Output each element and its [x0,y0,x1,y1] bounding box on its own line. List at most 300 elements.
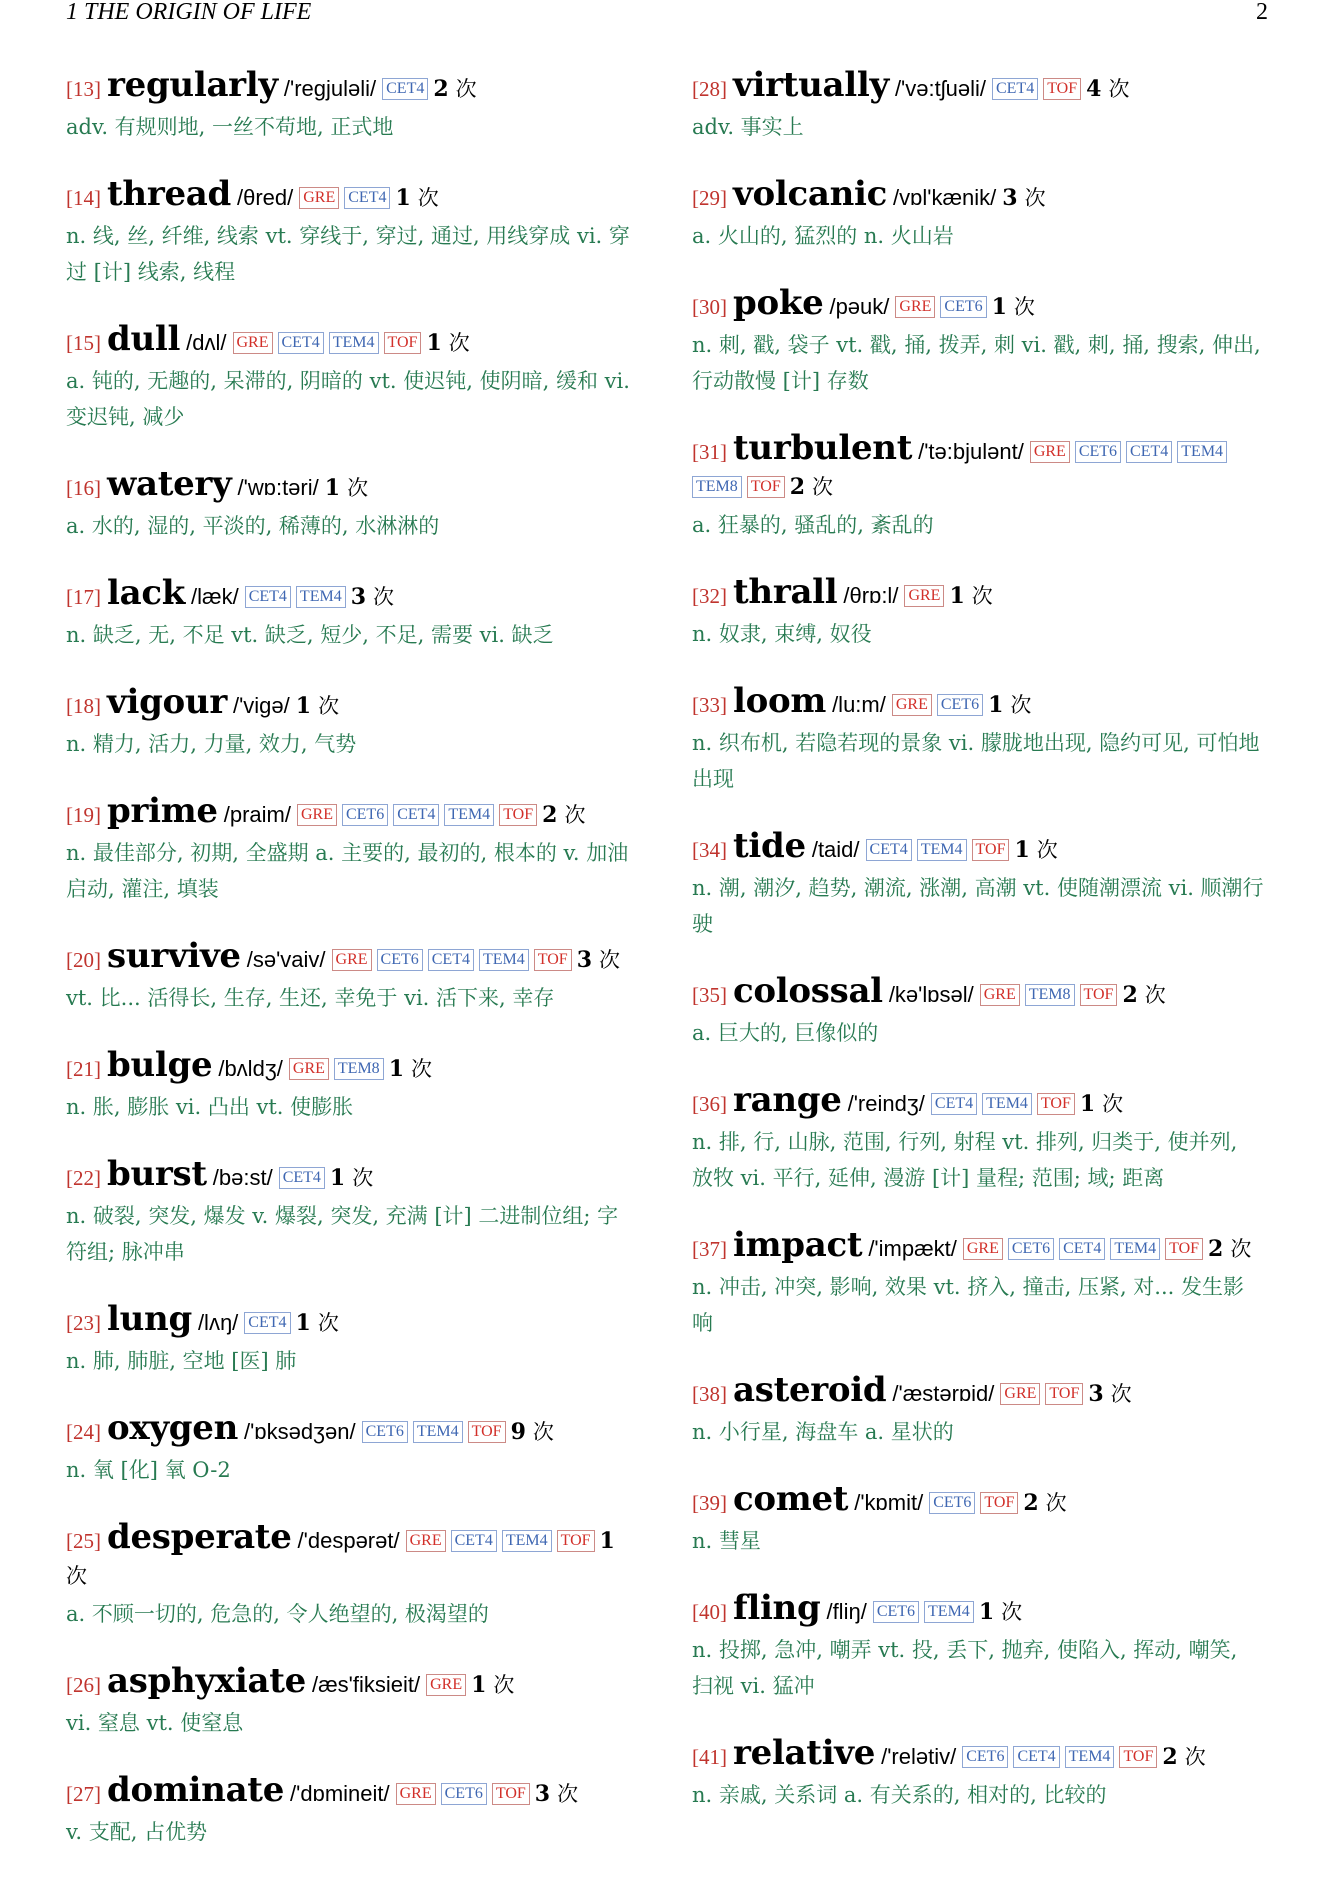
vocab-entry [66,1408,638,1488]
vocab-entry [66,1661,638,1741]
exam-tag: CET6 [937,694,983,716]
entry-word: volcanic [733,174,888,214]
exam-tag: TOF [1080,984,1118,1006]
entry-index: [13] [66,77,101,101]
frequency-count: 2 [542,802,558,828]
entry-phonetic: /'impækt/ [868,1236,957,1261]
entry-definition: n. 线, 丝, 纤维, 线索 vt. 穿线于, 穿过, 通过, 用线穿成 vi. 穿过 [计] 线索, 线程 [66,224,630,284]
exam-tag: TOF [1119,1746,1157,1768]
entry-definition: n. 胀, 膨胀 vi. 凸出 vt. 使膨胀 [66,1095,354,1119]
exam-tag: TOF [1037,1093,1075,1115]
entry-headline [66,464,638,506]
exam-tag: TOF [1165,1238,1203,1260]
vocab-entry [66,1770,638,1850]
vocab-entry [692,1588,1264,1704]
exam-tag: TEM4 [502,1530,552,1552]
frequency-count: 1 [295,1310,311,1336]
entry-index: [29] [692,186,727,210]
entry-headline [692,681,1264,723]
entry-headline [692,971,1264,1013]
entry-headline [692,1733,1264,1775]
exam-tag: CET4 [278,332,324,354]
entry-phonetic: /lʌŋ/ [197,1310,239,1335]
exam-tag: GRE [299,187,339,209]
vocab-entry [692,1733,1264,1813]
entry-index: [40] [692,1600,727,1624]
frequency-count: 4 [1086,76,1102,102]
chapter-title: 1 THE ORIGIN OF LIFE [66,0,312,25]
entry-word: bulge [107,1045,213,1085]
exam-tag: GRE [426,1674,466,1696]
frequency-count: 3 [576,947,592,973]
entry-word: oxygen [107,1408,239,1448]
entry-phonetic: /bə:st/ [212,1165,273,1190]
entry-headline [692,174,1264,216]
exam-tag: TEM4 [296,586,346,608]
vocab-entry [692,1225,1264,1341]
entry-phonetic: /lu:m/ [832,692,886,717]
entry-headline [692,1370,1264,1412]
entry-definition: n. 氧 [化] 氧 O-2 [66,1458,231,1482]
exam-tag: CET4 [931,1093,977,1115]
entry-phonetic: /'dɒmineit/ [290,1781,390,1806]
frequency-count: 1 [388,1056,404,1082]
entry-phonetic: /'vigə/ [232,693,290,718]
frequency-unit: 次 [1045,1491,1067,1515]
exam-tag: CET4 [245,586,291,608]
frequency-unit: 次 [448,331,470,355]
exam-tag: TEM8 [692,476,742,498]
entry-word: watery [107,464,232,504]
vocab-entry [66,791,638,907]
entry-headline [692,283,1264,325]
entry-headline [66,174,638,216]
frequency-unit: 次 [971,584,993,608]
frequency-count: 1 [991,294,1007,320]
frequency-count: 1 [329,1165,346,1191]
entry-index: [36] [692,1092,727,1116]
entry-definition: n. 奴隶, 束缚, 奴役 [692,622,872,646]
frequency-unit: 次 [1001,1600,1023,1624]
page-number: 2 [1256,0,1268,25]
entry-headline [66,936,638,978]
frequency-count: 1 [324,475,341,501]
entry-definition: a. 巨大的, 巨像似的 [692,1021,879,1045]
entry-phonetic: /'və:tʃuəli/ [894,76,986,101]
vocab-entry [692,971,1264,1051]
entry-phonetic: /'æstərɒid/ [892,1381,995,1406]
entry-definition: n. 缺乏, 无, 不足 vt. 缺乏, 短少, 不足, 需要 vi. 缺乏 [66,623,554,647]
exam-tag: CET4 [1013,1746,1059,1768]
entry-headline [692,1080,1264,1122]
exam-tag: CET4 [393,804,439,826]
entry-word: colossal [733,971,883,1011]
entry-headline [692,826,1264,868]
vocab-entry [692,65,1264,145]
entry-word: poke [733,283,824,323]
entry-word: vigour [107,682,227,722]
entry-index: [17] [66,585,101,609]
entry-phonetic: /læk/ [191,584,239,609]
entry-index: [32] [692,584,727,608]
frequency-unit: 次 [812,475,834,499]
frequency-unit: 次 [318,694,340,718]
frequency-unit: 次 [455,77,477,101]
frequency-count: 1 [471,1672,487,1698]
entry-phonetic: /vɒl'kænik/ [893,185,997,210]
exam-tag: CET4 [1059,1238,1105,1260]
exam-tag: TOF [534,949,572,971]
exam-tag: TOF [1043,78,1081,100]
entry-definition: n. 彗星 [692,1529,761,1553]
frequency-unit: 次 [564,803,586,827]
exam-tag: GRE [396,1783,436,1805]
entry-word: loom [733,681,827,721]
entry-word: virtually [733,65,889,105]
exam-tag: CET6 [441,1783,487,1805]
exam-tag: CET6 [342,804,388,826]
entry-definition: a. 火山的, 猛烈的 n. 火山岩 [692,224,954,248]
entry-phonetic: /'wɒ:təri/ [237,475,319,500]
exam-tag: GRE [1000,1383,1040,1405]
exam-tag: TOF [468,1421,506,1443]
frequency-count: 1 [1079,1091,1096,1117]
vocab-entry [66,1045,638,1125]
exam-tag: GRE [1030,441,1070,463]
entry-definition: vi. 窒息 vt. 使窒息 [66,1711,244,1735]
entry-index: [19] [66,803,101,827]
entry-definition: adv. 事实上 [692,115,804,139]
exam-tag: CET4 [244,1312,290,1334]
entry-word: survive [107,936,241,976]
entry-headline [66,1299,638,1341]
entry-definition: n. 刺, 戳, 袋子 vt. 戳, 捅, 拨弄, 刺 vi. 戳, 刺, 捅, 搜索, 伸出, 行动散慢 [计] 存数 [692,333,1261,393]
entry-word: comet [733,1479,849,1519]
exam-tag: TEM4 [1065,1746,1115,1768]
entry-headline [66,573,638,615]
entry-headline [66,1661,638,1703]
entry-phonetic: /pəuk/ [829,294,890,319]
entry-phonetic: /taid/ [811,837,860,862]
entry-index: [22] [66,1166,101,1190]
frequency-unit: 次 [532,1420,554,1444]
vocab-entry [692,572,1264,652]
entry-phonetic: /fliŋ/ [826,1599,867,1624]
entry-word: prime [107,791,218,831]
vocab-entry [66,1154,638,1270]
entry-word: asteroid [733,1370,887,1410]
entry-phonetic: /θrɒ:l/ [843,583,899,608]
exam-tag: TOF [499,804,537,826]
vocab-entry [66,682,638,762]
exam-tag: GRE [895,296,935,318]
entry-definition: a. 钝的, 无趣的, 呆滞的, 阴暗的 vt. 使迟钝, 使阴暗, 缓和 vi. 变迟钝, 减少 [66,369,630,429]
entry-word: tide [733,826,806,866]
exam-tag: CET4 [866,839,912,861]
frequency-unit: 次 [493,1673,515,1697]
entry-phonetic: /'relətiv/ [881,1744,957,1769]
entry-word: thread [107,174,231,214]
entry-phonetic: /'despərət/ [297,1528,400,1553]
entry-headline [692,1225,1264,1267]
vocab-entry [66,174,638,290]
entry-index: [41] [692,1745,727,1769]
frequency-unit: 次 [66,1564,87,1588]
exam-tag: CET6 [929,1492,975,1514]
frequency-count: 1 [988,692,1004,718]
exam-tag: CET4 [992,78,1038,100]
frequency-unit: 次 [1010,693,1032,717]
vocab-entry [66,1517,638,1632]
entry-headline [692,428,1264,505]
vocab-entry [692,1080,1264,1196]
frequency-count: 9 [510,1419,526,1445]
entry-phonetic: /bʌldʒ/ [218,1056,283,1081]
entry-index: [15] [66,331,101,355]
exam-tag: TOF [747,476,785,498]
entry-index: [16] [66,476,101,500]
exam-tag: TEM4 [329,332,379,354]
entry-definition: n. 排, 行, 山脉, 范围, 行列, 射程 vt. 排列, 归类于, 使并列, 放牧 vi. 平行, 延伸, 漫游 [计] 量程; 范围; 域; 距离 [692,1130,1238,1190]
exam-tag: GRE [332,949,372,971]
entry-headline [66,1154,638,1196]
frequency-unit: 次 [1144,983,1166,1007]
entry-definition: n. 亲戚, 关系词 a. 有关系的, 相对的, 比较的 [692,1783,1107,1807]
vocab-entry [692,826,1264,942]
frequency-unit: 次 [352,1166,374,1190]
entry-index: [24] [66,1420,101,1444]
exam-tag: TOF [384,332,422,354]
frequency-unit: 次 [373,585,395,609]
exam-tag: TOF [1045,1383,1083,1405]
entry-index: [31] [692,440,727,464]
exam-tag: TEM4 [444,804,494,826]
entry-word: thrall [733,572,838,612]
vocab-entry [66,464,638,544]
entry-headline [66,791,638,833]
frequency-count: 1 [949,583,965,609]
left-column [66,65,638,1882]
entry-phonetic: /'ɒksədʒən/ [244,1419,356,1444]
vocab-entry [692,1479,1264,1559]
entry-word: dull [107,319,181,359]
exam-tag: CET6 [962,1746,1008,1768]
entry-word: desperate [107,1517,292,1557]
entry-phonetic: /θred/ [236,185,294,210]
entry-definition: n. 冲击, 冲突, 影响, 效果 vt. 挤入, 撞击, 压紧, 对... 发生影响 [692,1275,1245,1335]
entry-phonetic: /sə'vaiv/ [246,947,326,972]
frequency-count: 2 [789,474,806,500]
entry-definition: n. 潮, 潮汐, 趋势, 潮流, 涨潮, 高潮 vt. 使随潮漂流 vi. 顺潮行驶 [692,876,1264,936]
exam-tag: CET4 [451,1530,497,1552]
entry-headline [66,1045,638,1087]
exam-tag: TEM4 [1177,441,1227,463]
vocab-entry [692,174,1264,254]
frequency-unit: 次 [347,476,369,500]
exam-tag: GRE [980,984,1020,1006]
entry-phonetic: /'kɒmit/ [854,1490,924,1515]
entry-headline [66,1770,638,1812]
entry-word: lack [107,573,186,613]
frequency-count: 1 [426,330,442,356]
entry-phonetic: /kə'lɒsəl/ [888,982,974,1007]
vocab-entry [692,428,1264,543]
frequency-count: 3 [534,1781,551,1807]
right-column [692,65,1264,1882]
entry-word: burst [107,1154,207,1194]
exam-tag: TEM8 [1025,984,1075,1006]
entry-phonetic: /'tə:bjulənt/ [918,439,1024,464]
vocab-entry [66,319,638,435]
vocab-entry [66,1299,638,1379]
exam-tag: GRE [963,1238,1003,1260]
entry-definition: n. 破裂, 突发, 爆发 v. 爆裂, 突发, 充满 [计] 二进制位组; 字符组; 脉冲串 [66,1204,619,1264]
entry-phonetic: /'reindʒ/ [847,1091,925,1116]
entry-index: [37] [692,1237,727,1261]
exam-tag: CET6 [940,296,986,318]
entry-headline [692,1588,1264,1630]
entry-definition: n. 投掷, 急冲, 嘲弄 vt. 投, 丢下, 抛弃, 使陷入, 挥动, 嘲笑, 扫视 vi. 猛冲 [692,1638,1238,1698]
vocab-entry [66,65,638,145]
entry-definition: a. 水的, 湿的, 平淡的, 稀薄的, 水淋淋的 [66,514,440,538]
entry-definition: v. 支配, 占优势 [66,1820,208,1844]
frequency-count: 2 [1208,1236,1224,1262]
frequency-count: 1 [978,1599,995,1625]
entry-word: fling [733,1588,821,1628]
frequency-unit: 次 [1024,186,1046,210]
exam-tag: TEM4 [924,1601,974,1623]
exam-tag: CET4 [344,187,390,209]
entry-definition: n. 织布机, 若隐若现的景象 vi. 朦胧地出现, 隐约可见, 可怕地出现 [692,731,1260,791]
frequency-unit: 次 [317,1311,339,1335]
entry-phonetic: /praim/ [223,802,291,827]
entry-definition: n. 肺, 肺脏, 空地 [医] 肺 [66,1349,297,1373]
exam-tag: CET6 [1008,1238,1054,1260]
entry-index: [35] [692,983,727,1007]
entry-definition: n. 精力, 活力, 力量, 效力, 气势 [66,732,357,756]
entry-headline [66,1517,638,1594]
frequency-unit: 次 [557,1782,579,1806]
entry-index: [33] [692,693,727,717]
exam-tag: GRE [892,694,932,716]
exam-tag: CET4 [1126,441,1172,463]
entry-word: dominate [107,1770,285,1810]
entry-word: relative [733,1733,876,1773]
exam-tag: TEM4 [413,1421,463,1443]
frequency-unit: 次 [1184,1745,1206,1769]
frequency-unit: 次 [1102,1092,1124,1116]
entry-headline [66,1408,638,1450]
vocab-entry [692,681,1264,797]
frequency-count: 3 [1088,1381,1104,1407]
entry-headline [66,319,638,361]
entry-index: [26] [66,1673,101,1697]
entry-phonetic: /dʌl/ [186,330,227,355]
exam-tag: GRE [406,1530,446,1552]
page-header [66,0,1268,30]
exam-tag: GRE [297,804,337,826]
entry-phonetic: /æs'fiksieit/ [311,1672,421,1697]
exam-tag: CET4 [279,1167,325,1189]
frequency-count: 2 [1122,982,1138,1008]
entry-headline [692,572,1264,614]
entry-index: [34] [692,838,727,862]
entry-definition: a. 狂暴的, 骚乱的, 紊乱的 [692,513,934,537]
exam-tag: CET4 [428,949,474,971]
frequency-count: 1 [599,1528,615,1554]
frequency-unit: 次 [599,948,620,972]
entry-word: lung [107,1299,192,1339]
exam-tag: TOF [980,1492,1018,1514]
entry-word: range [733,1080,842,1120]
entry-headline [692,65,1264,107]
exam-tag: TEM4 [1110,1238,1160,1260]
frequency-count: 2 [1023,1490,1039,1516]
frequency-count: 3 [1002,185,1018,211]
vocabulary-columns [66,65,1266,1882]
entry-index: [38] [692,1382,727,1406]
frequency-unit: 次 [1110,1382,1132,1406]
entry-definition: vt. 比... 活得长, 生存, 生还, 幸免于 vi. 活下来, 幸存 [66,986,555,1010]
entry-definition: adv. 有规则地, 一丝不苟地, 正式地 [66,115,394,139]
vocab-entry [692,1370,1264,1450]
exam-tag: CET6 [362,1421,408,1443]
vocab-entry [692,283,1264,399]
exam-tag: CET6 [377,949,423,971]
entry-index: [25] [66,1529,101,1553]
frequency-unit: 次 [411,1057,432,1081]
entry-phonetic: /'regjuləli/ [283,76,377,101]
entry-word: regularly [107,65,278,105]
exam-tag: TEM4 [982,1093,1032,1115]
exam-tag: CET6 [873,1601,919,1623]
entry-headline [692,1479,1264,1521]
frequency-count: 3 [350,584,367,610]
exam-tag: GRE [289,1058,329,1080]
frequency-count: 2 [433,76,449,102]
entry-definition: n. 最佳部分, 初期, 全盛期 a. 主要的, 最初的, 根本的 v. 加油启动, 灌注, 填装 [66,841,629,901]
entry-index: [27] [66,1782,101,1806]
exam-tag: GRE [233,332,273,354]
entry-index: [39] [692,1491,727,1515]
exam-tag: TEM4 [479,949,529,971]
frequency-unit: 次 [1108,77,1130,101]
entry-index: [21] [66,1057,101,1081]
exam-tag: TOF [557,1530,595,1552]
exam-tag: CET6 [1075,441,1121,463]
frequency-unit: 次 [417,186,439,210]
entry-definition: a. 不顾一切的, 危急的, 令人绝望的, 极渴望的 [66,1602,489,1626]
exam-tag: TOF [492,1783,530,1805]
entry-definition: n. 小行星, 海盘车 a. 星状的 [692,1420,954,1444]
entry-index: [14] [66,186,101,210]
entry-index: [18] [66,694,101,718]
entry-index: [20] [66,948,101,972]
frequency-unit: 次 [1036,838,1058,862]
frequency-unit: 次 [1013,295,1035,319]
frequency-count: 1 [1014,837,1030,863]
frequency-count: 2 [1162,1744,1178,1770]
exam-tag: GRE [904,585,944,607]
exam-tag: TOF [972,839,1010,861]
entry-headline [66,65,638,107]
entry-headline [66,682,638,724]
frequency-count: 1 [395,185,411,211]
frequency-count: 1 [295,693,312,719]
exam-tag: TEM4 [917,839,967,861]
entry-word: asphyxiate [107,1661,306,1701]
entry-word: turbulent [733,428,913,468]
